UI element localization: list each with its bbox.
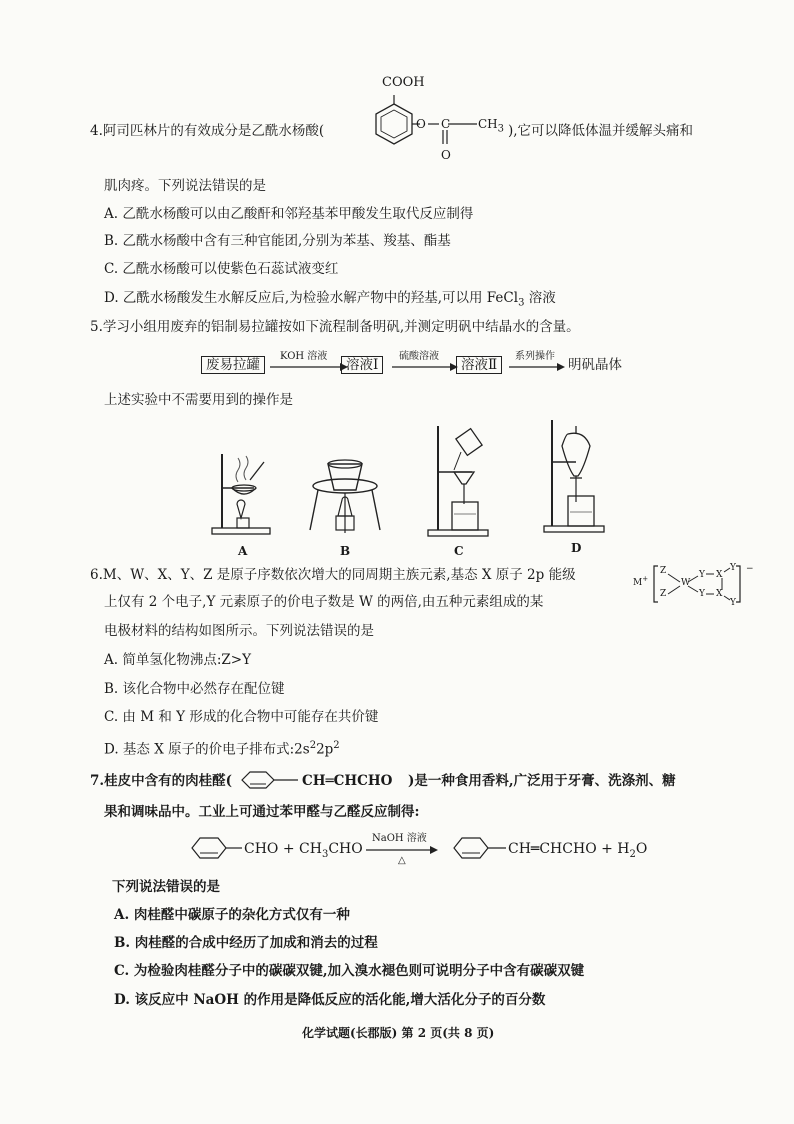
q6-option-d: D. 基态 X 原子的价电子排布式$:2s^22p^2$ (104, 740, 340, 758)
rxn-reactants: CHO + $CH_3CHO$ (244, 841, 363, 860)
q6-option-c: C. 由 M 和 Y 形成的化合物中可能存在共价键 (104, 709, 379, 725)
q6-option-b: B. 该化合物中必然存在配位键 (104, 681, 285, 697)
q7-option-d: D. 该反应中 NaOH 的作用是降低反应的活化能,增大活化分子的百分数 (114, 992, 546, 1008)
struct-z-top: Z (660, 566, 667, 576)
rxn-condition-top: NaOH 溶液 (372, 833, 427, 844)
carbonyl-c-label: C (441, 117, 451, 131)
q4-option-c: C. 乙酰水杨酸可以使紫色石蕊试液变红 (104, 261, 339, 277)
struct-y-top: Y (699, 570, 705, 580)
flow-reagent-3: 系列操作 (515, 351, 555, 362)
q6-stem-line3: 电极材料的结构如图所示。下列说法错误的是 (104, 623, 374, 639)
struct-y-bottom: Y (699, 589, 705, 599)
apparatus-a-evaporation (210, 440, 280, 540)
struct-w: W (681, 578, 691, 588)
carbonyl-o-label: O (441, 148, 451, 162)
q6-stem-line1: 6.M、W、X、Y、Z 是原子序数依次增大的同周期主族元素,基态 X 原子 2p 能级 (90, 567, 576, 583)
q7-option-c: C. 为检验肉桂醛分子中的碳碳双键,加入溴水褪色则可说明分子中含有碳碳双键 (114, 963, 585, 979)
cooh-label: COOH (382, 75, 425, 90)
rxn-condition-bottom: △ (398, 855, 406, 866)
ester-o-label: O (416, 117, 426, 131)
product-ring (446, 836, 510, 860)
flow-box-3: 溶液Ⅱ (456, 356, 502, 374)
struct-x-top: X (716, 570, 723, 580)
page-footer: 化学试题(长郡版) 第 2 页(共 8 页) (302, 1026, 495, 1040)
apparatus-c-label: C (454, 544, 464, 558)
flow-box-2: 溶液Ⅰ (341, 356, 383, 374)
q7-option-a: A. 肉桂醛中碳原子的杂化方式仅有一种 (114, 907, 350, 923)
q4-option-a: A. 乙酰水杨酸可以由乙酸酐和邻羟基苯甲酸发生取代反应制得 (104, 206, 474, 222)
q5-stem: 5.学习小组用废弃的铝制易拉罐按如下流程制备明矾,并测定明矾中结晶水的含量。 (90, 319, 580, 335)
methyl-label: $CH_3$ (478, 117, 505, 135)
q7-stem-trail: )是一种食用香料,广泛用于牙膏、洗涤剂、糖 (408, 773, 676, 789)
struct-y-outer-bottom: Y (730, 598, 736, 608)
q4-option-b: B. 乙酰水杨酸中含有三种官能团,分别为苯基、羧基、酯基 (104, 233, 451, 249)
struct-z-bottom: Z (660, 589, 667, 599)
struct-x-bottom: X (716, 589, 723, 599)
apparatus-b-crucible (306, 448, 386, 538)
q7-question: 下列说法错误的是 (112, 879, 220, 895)
apparatus-d-label: D (571, 541, 582, 555)
q4-stem-lead: 4.阿司匹林片的有效成分是乙酰水杨酸( (90, 123, 325, 139)
struct-y-outer-top: Y (730, 563, 736, 573)
flow-reagent-2: 硫酸溶液 (399, 351, 439, 362)
q7-stem-lead: 7.桂皮中含有的肉桂醛( (90, 773, 232, 789)
q6-option-a: A. 简单氢化物沸点:Z>Y (104, 652, 251, 668)
q4-stem-trail: ),它可以降低体温并缓解头痛和 (508, 123, 694, 139)
q7-cinnamaldehyde-group: CH═CHCHO (302, 773, 393, 789)
rxn-products: CH═CHCHO + $H_2O$ (508, 841, 648, 860)
q7-option-b: B. 肉桂醛的合成中经历了加成和消去的过程 (114, 935, 378, 951)
q4-stem-cont: 肌肉疼。下列说法错误的是 (104, 178, 266, 194)
apparatus-c-filtration (424, 422, 504, 542)
q7-stem-line2: 果和调味品中。工业上可通过苯甲醛与乙醛反应制得: (104, 804, 420, 820)
q5-question: 上述实验中不需要用到的操作是 (104, 392, 293, 408)
benzaldehyde-ring (184, 836, 248, 860)
struct-m-label: M+ (633, 575, 649, 588)
flow-arrow-1 (270, 362, 350, 372)
struct-charge: − (746, 564, 754, 574)
flow-box-1: 废易拉罐 (201, 356, 265, 374)
flow-arrow-2 (392, 362, 462, 372)
flow-product: 明矾晶体 (568, 357, 622, 373)
q4-option-d: D. 乙酰水杨酸发生水解反应后,为检验水解产物中的羟基,可以用 FeCl$_3$ 溶液 (104, 290, 556, 309)
flow-reagent-1: KOH 溶液 (280, 351, 328, 362)
apparatus-b-label: B (340, 544, 351, 558)
apparatus-d-separatory-funnel (540, 416, 620, 541)
flow-arrow-3 (509, 362, 569, 372)
q6-stem-line2: 上仅有 2 个电子,Y 元素原子的价电子数是 W 的两倍,由五种元素组成的某 (104, 594, 544, 610)
apparatus-a-label: A (238, 544, 248, 558)
cinnamaldehyde-benzene-ring (234, 770, 304, 790)
